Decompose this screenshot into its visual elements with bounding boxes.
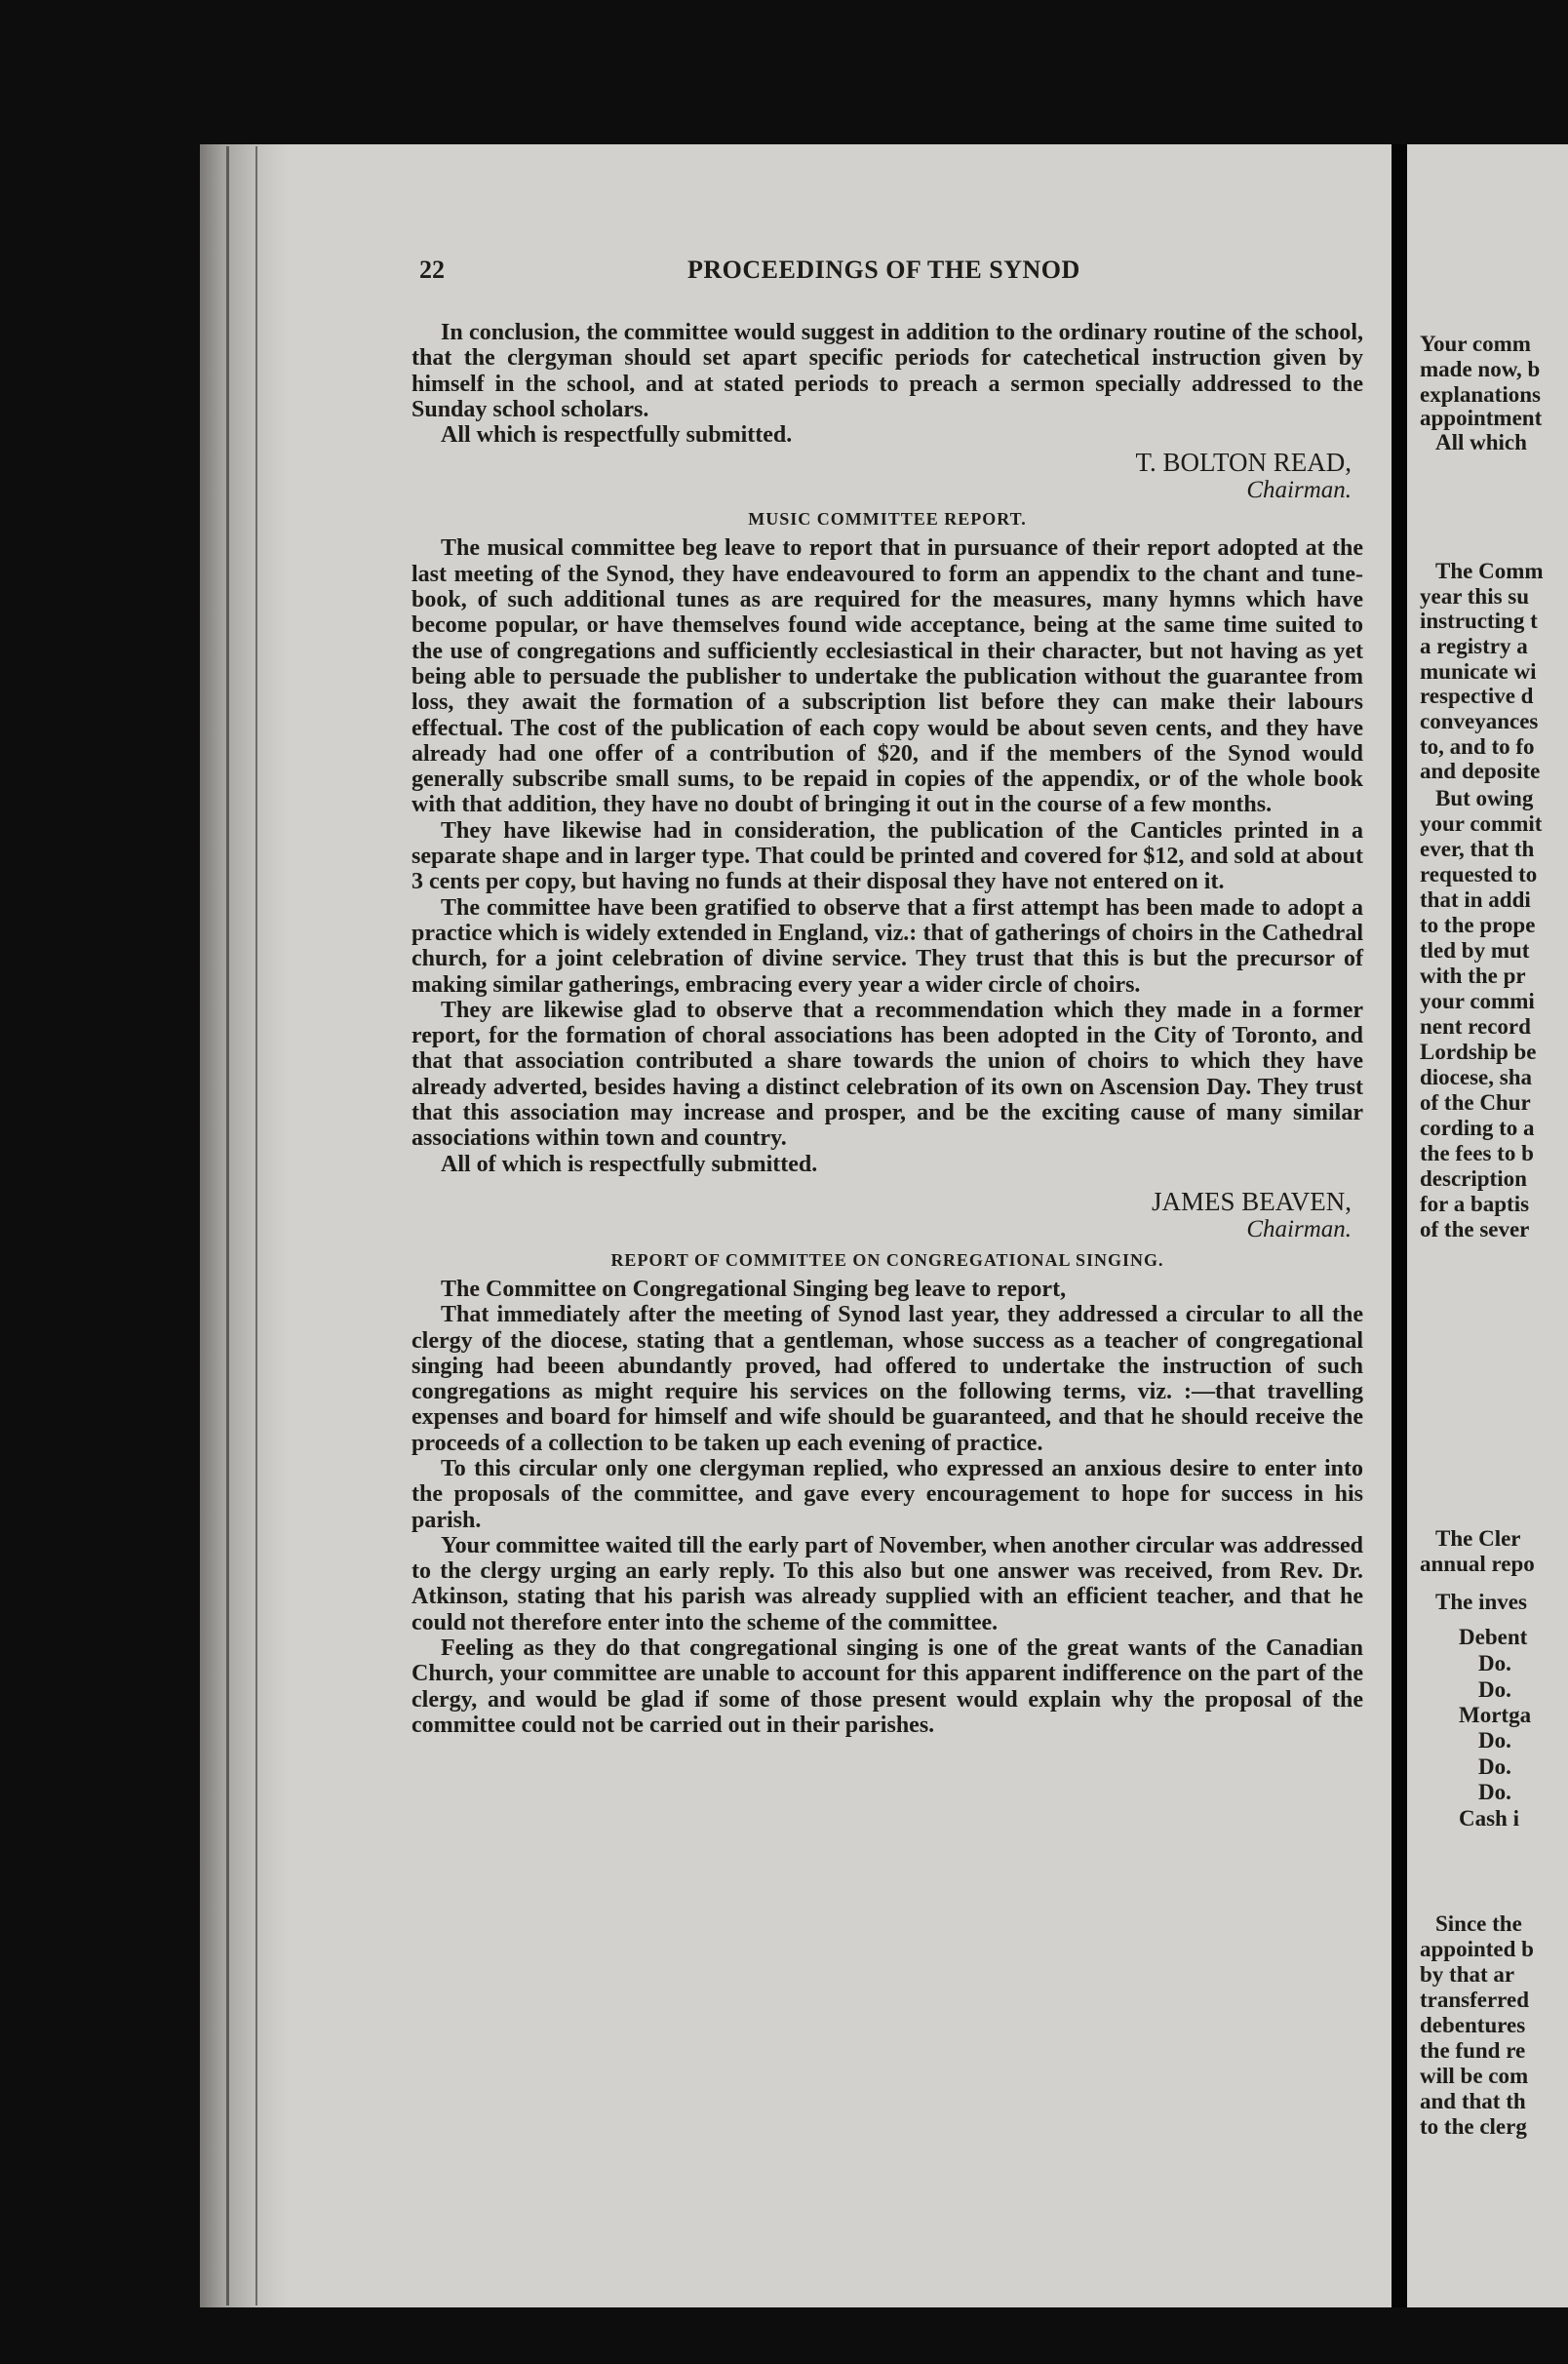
paragraph: They are likewise glad to observe that a recommendation which they made in a former report, for the formation of choral associations has been adopted in the City of Toronto, and that that association contributed a share towards the union of choirs to which they have already adverted, besides having a distinct celebration of its own on Ascension Day. They trust that this association may increase and prosper, and be the exciting cause of many similar associations within town and country. bbox=[412, 997, 1363, 1152]
paragraph: That immediately after the meeting of Synod last year, they addressed a circular to all the clergy of the diocese, stating that a gentleman, whose success as a teacher of congregational singing had beeen abundantly proved, had offered to undertake the instruction of such congregations as might require his services on the following terms, viz. :—that travelling expenses and board for himself and wife should be guaranteed, and that he should receive the proceeds of a collection to be taken up each evening of practice. bbox=[412, 1302, 1363, 1456]
right-page-line: conveyances bbox=[1420, 709, 1539, 733]
right-page-line: But owing bbox=[1435, 786, 1534, 810]
paragraph: To this circular only one clergyman replied, who expressed an anxious desire to enter into the proposals of the committee, and gave every encouragement to hope for success in his parish. bbox=[412, 1455, 1363, 1533]
page-number: 22 bbox=[419, 256, 445, 284]
page-body bbox=[412, 320, 1363, 1738]
signature: JAMES BEAVEN, bbox=[1151, 1186, 1352, 1216]
signature-title: Chairman. bbox=[1246, 1215, 1352, 1242]
running-head: PROCEEDINGS OF THE SYNOD bbox=[687, 256, 1080, 284]
right-page-line: the fees to b bbox=[1420, 1141, 1534, 1165]
right-page-line: annual repo bbox=[1420, 1552, 1535, 1576]
right-page-line: Do. bbox=[1478, 1728, 1511, 1753]
right-page-line: the fund re bbox=[1420, 2038, 1526, 2063]
signature-title: Chairman. bbox=[1246, 477, 1352, 504]
right-page-line: transferred bbox=[1420, 1988, 1529, 2012]
paragraph: The committee have been gratified to observe that a first attempt has been made to adopt a practice which is widely extended in England, viz.: that of gatherings of choirs in the Cathedral church, for a joint celebration of divine service. They trust that this is but the precursor of making similar gatherings, embracing every year a wider circle of choirs. bbox=[412, 894, 1363, 998]
right-page-line: to, and to fo bbox=[1420, 734, 1535, 759]
page-gutter bbox=[1392, 144, 1407, 2307]
right-page-line: Debent bbox=[1459, 1625, 1528, 1649]
paragraph: Feeling as they do that congregational singing is one of the great wants of the Canadian Church, your committee are unable to account for this apparent indifference on the part of the clergy, and would be glad if some of those present would explain why the proposal of the committee could not be carried out in their parishes. bbox=[412, 1635, 1363, 1738]
binding-line bbox=[226, 146, 229, 2305]
right-page-line: Mortga bbox=[1459, 1703, 1532, 1727]
paragraph: All which is respectfully submitted. bbox=[441, 422, 793, 449]
right-page-line: to the clerg bbox=[1420, 2114, 1527, 2139]
paragraph: All of which is respectfully submitted. bbox=[441, 1151, 818, 1177]
right-page-line: appointed b bbox=[1420, 1937, 1534, 1961]
right-page-line: of the Chur bbox=[1420, 1090, 1531, 1115]
right-page-line: description bbox=[1420, 1166, 1527, 1191]
paragraph: The Committee on Congregational Singing beg leave to report, bbox=[441, 1276, 1067, 1302]
right-page-line: that in addi bbox=[1420, 887, 1531, 912]
right-page bbox=[1407, 144, 1568, 2307]
right-page-line: nent record bbox=[1420, 1014, 1531, 1039]
right-page-line: The Comm bbox=[1435, 559, 1544, 583]
right-page-line: for a baptis bbox=[1420, 1192, 1530, 1216]
right-page-line: your commi bbox=[1420, 989, 1535, 1013]
right-page-line: explanations bbox=[1420, 382, 1541, 407]
paragraph: They have likewise had in consideration, the publication of the Canticles printed in a separate shape and in larger type. That could be printed and covered for $12, and sold at about 3 cents per copy, but having no funds at their disposal they have not entered on it. bbox=[412, 817, 1363, 895]
right-page-line: and deposite bbox=[1420, 759, 1541, 783]
right-page-line: All which bbox=[1435, 430, 1527, 454]
right-page-line: ever, that th bbox=[1420, 837, 1535, 861]
right-page-line: instructing t bbox=[1420, 609, 1538, 633]
right-page-line: a registry a bbox=[1420, 634, 1528, 658]
right-page-line: The Cler bbox=[1435, 1526, 1521, 1551]
right-page-line: of the sever bbox=[1420, 1217, 1530, 1241]
paragraph: In conclusion, the committee would suggest in addition to the ordinary routine of the school, that the clergyman should set apart specific periods for catechetical instruction given by himself in the school, and at stated periods to preach a sermon specially addressed to the Sunday school scholars. bbox=[412, 320, 1363, 422]
right-page-line: cording to a bbox=[1420, 1116, 1535, 1140]
page-header bbox=[419, 256, 1375, 291]
right-page-line: Do. bbox=[1478, 1651, 1511, 1675]
right-page-line: year this su bbox=[1420, 584, 1530, 609]
right-page-line: The inves bbox=[1435, 1590, 1527, 1614]
right-page-line: diocese, sha bbox=[1420, 1065, 1532, 1089]
right-page-line: with the pr bbox=[1420, 964, 1526, 988]
signature: T. BOLTON READ, bbox=[1135, 448, 1352, 478]
paragraph: The musical committee beg leave to report that in pursuance of their report adopted at the last meeting of the Synod, they have endeavoured to form an appendix to the chant and tune-book, of such additional tunes as are required for the measures, many hymns which have become popular, or have themselves found wide acceptance, being at the same time suited to the use of congregations and sufficiently ecclesiastical in their character, but not having as yet being able to persuade the publisher to undertake the publication without the guarantee from loss, they await the formation of a subscription list before they can make their labours effectual. The cost of the publication of each copy would be about seven cents, and they have already had one offer of a contribution of $20, and if the members of the Synod would generally subscribe small sums, to be repaid in copies of the appendix, or of the whole book with that addition, they have no doubt of bringing it out in the course of a few months. bbox=[412, 535, 1363, 818]
section-heading: MUSIC COMMITTEE REPORT. bbox=[748, 509, 1027, 530]
right-page-line: Cash i bbox=[1459, 1806, 1519, 1831]
right-page-line: by that ar bbox=[1420, 1962, 1515, 1987]
right-page-line: to the prope bbox=[1420, 913, 1536, 937]
binding-shadow bbox=[200, 144, 288, 2307]
right-page-line: Your comm bbox=[1420, 332, 1531, 356]
right-page-line: debentures bbox=[1420, 2013, 1526, 2037]
right-page-line: made now, b bbox=[1420, 357, 1541, 381]
right-page-line: appointment bbox=[1420, 406, 1543, 430]
right-page-line: requested to bbox=[1420, 862, 1538, 886]
right-page-line: and that th bbox=[1420, 2089, 1526, 2113]
right-page-line: municate wi bbox=[1420, 659, 1537, 684]
right-page-line: Do. bbox=[1478, 1754, 1511, 1779]
right-page-line: will be com bbox=[1420, 2064, 1529, 2088]
right-page-line: Since the bbox=[1435, 1911, 1522, 1936]
right-page-line: your commit bbox=[1420, 811, 1543, 836]
binding-line bbox=[255, 146, 257, 2305]
section-heading: REPORT OF COMMITTEE ON CONGREGATIONAL SINGING. bbox=[610, 1249, 1164, 1270]
right-page-line: Lordship be bbox=[1420, 1040, 1537, 1064]
paragraph: Your committee waited till the early part of November, when another circular was addressed to the clergy urging an early reply. To this also but one answer was received, from Rev. Dr. Atkinson, stating that his parish was already supplied with an efficient teacher, and that he could not therefore enter into the scheme of the committee. bbox=[412, 1532, 1363, 1635]
right-page-line: respective d bbox=[1420, 684, 1534, 708]
right-page-line: Do. bbox=[1478, 1677, 1511, 1702]
right-page-line: tled by mut bbox=[1420, 938, 1530, 963]
right-page-line: Do. bbox=[1478, 1780, 1511, 1804]
